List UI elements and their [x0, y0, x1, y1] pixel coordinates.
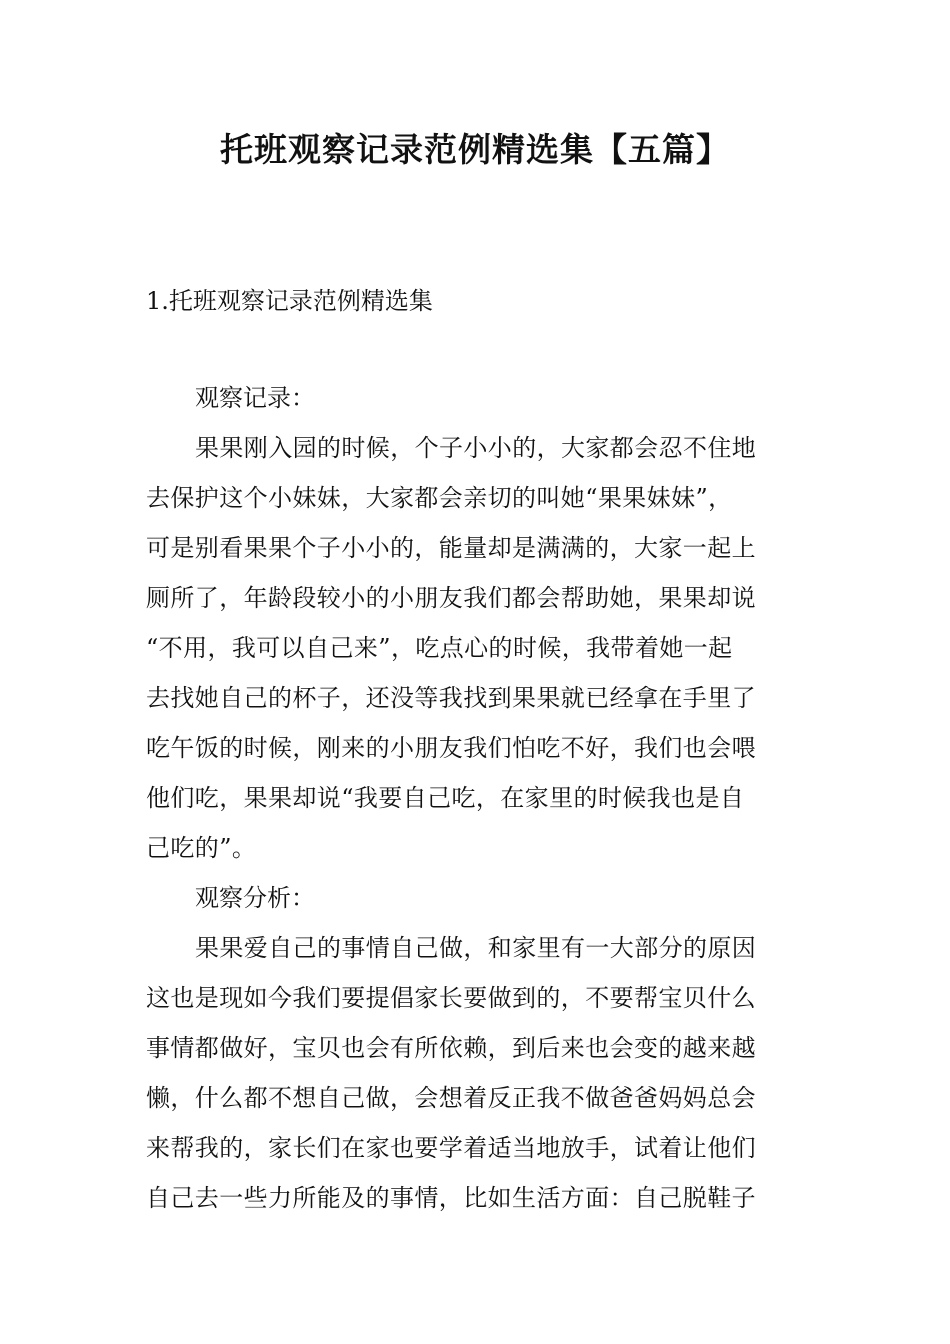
- analysis-line: 懒，什么都不想自己做，会想着反正我不做爸爸妈妈总会: [146, 1084, 756, 1112]
- observation-line: “不用，我可以自己来”，吃点心的时候，我带着她一起: [146, 634, 733, 662]
- observation-line: 他们吃，果果却说“我要自己吃，在家里的时候我也是自: [146, 784, 745, 812]
- observation-line: 可是别看果果个子小小的，能量却是满满的，大家一起上: [146, 534, 756, 562]
- analysis-line: 自己去一些力所能及的事情，比如生活方面：自己脱鞋子: [146, 1184, 756, 1212]
- observation-line: 果果刚入园的时候，个子小小的，大家都会忍不住地: [195, 434, 757, 462]
- observation-line: 厕所了，年龄段较小的小朋友我们都会帮助她，果果却说: [146, 584, 756, 612]
- observation-line: 己吃的”。: [146, 834, 257, 862]
- observation-label: 观察记录：: [195, 384, 315, 412]
- observation-line: 吃午饭的时候，刚来的小朋友我们怕吃不好，我们也会喂: [146, 734, 756, 762]
- analysis-line: 这也是现如今我们要提倡家长要做到的，不要帮宝贝什么: [146, 984, 756, 1012]
- analysis-line: 事情都做好，宝贝也会有所依赖，到后来也会变的越来越: [146, 1034, 756, 1062]
- document-title: 托班观察记录范例精选集【五篇】: [220, 130, 730, 169]
- observation-line: 去找她自己的杯子，还没等我找到果果就已经拿在手里了: [146, 684, 756, 712]
- observation-line: 去保护这个小妹妹，大家都会亲切的叫她“果果妹妹”，: [146, 484, 733, 512]
- analysis-line: 果果爱自己的事情自己做，和家里有一大部分的原因: [195, 934, 757, 962]
- section-heading: 1.托班观察记录范例精选集: [146, 287, 433, 315]
- analysis-label: 观察分析：: [195, 884, 315, 912]
- analysis-line: 来帮我的，家长们在家也要学着适当地放手，试着让他们: [146, 1134, 756, 1162]
